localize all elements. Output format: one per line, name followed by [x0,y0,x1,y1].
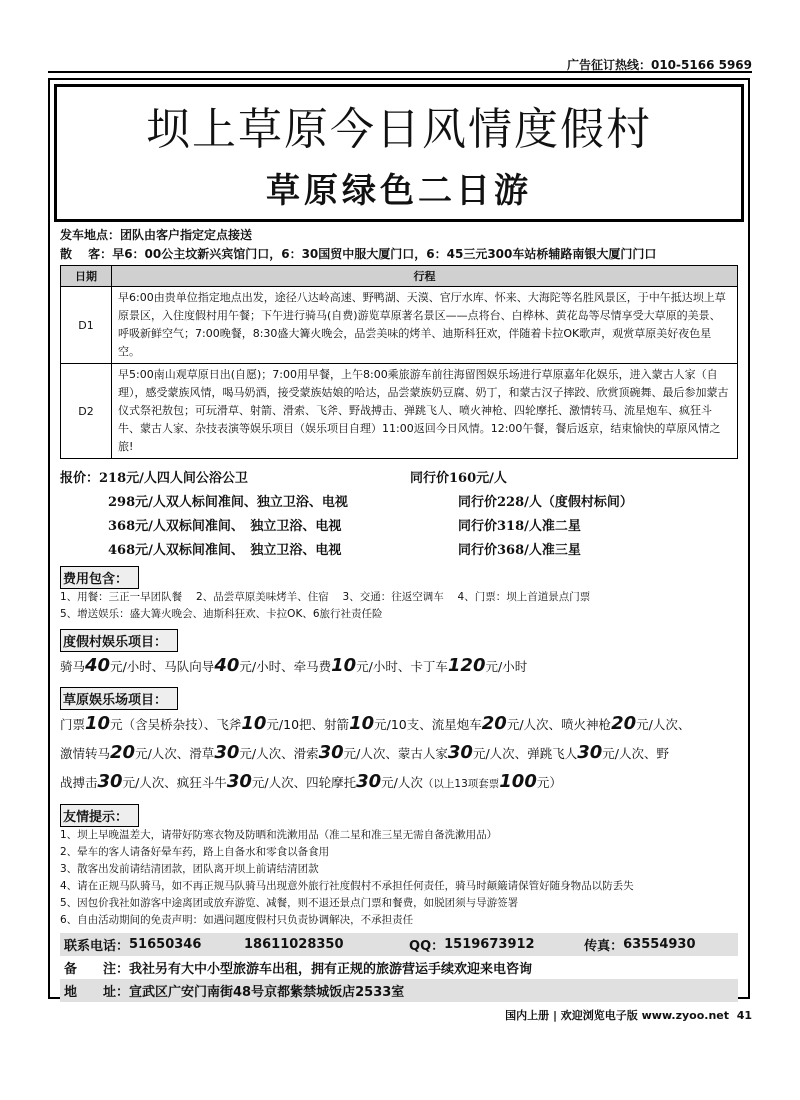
tip-item: 1、坝上早晚温差大，请带好防寒衣物及防晒和洗漱用品（准二星和准三星无需自备洗漱用品） [60,829,498,841]
content [60,224,738,1002]
resort-heading: 度假村娱乐项目： [60,629,178,652]
tip-item: 2、晕车的客人请备好晕车药，路上自备水和零食以备食用 [60,846,330,858]
item-name: 滑草 [189,746,215,761]
page-title: 坝上草原今日风情度假村 [146,104,652,155]
item-unit: 元（含吴桥杂技）、 [110,717,217,732]
item-name: 流星炮车 [431,717,482,732]
itinerary-header-row [61,266,738,287]
fax-label: 传真： [584,939,624,954]
item-price: 20 [611,713,637,734]
item-price: 10 [85,713,111,734]
item-unit: 元/小时、 [356,659,411,674]
item-unit: 元/10把、 [266,717,325,732]
package-price: 100 [499,771,537,792]
ad-hotline: 广告征订热线：010-5166 5969 [566,58,752,72]
page-frame [48,78,750,999]
price-right: 同行价318/人准二星 [458,518,581,534]
price-row [60,464,738,488]
fees-line: 1、用餐：三正一早团队餐 2、品尝草原美味烤羊、住宿 3、交通：往返空调车 4、门票：坝上首道景点门票 [60,591,591,603]
item-price: 30 [577,742,603,763]
item-unit: 元/小时 [485,659,528,674]
tip-item: 3、散客出发前请结清团款，团队离开坝上前请结清团款 [60,863,319,875]
address-value: 宣武区广安门南街48号京都紫禁城饭店2533室 [129,985,405,1000]
item-name: 马队向导 [164,659,215,674]
item-price: 20 [481,713,507,734]
price-row [60,512,738,536]
day-d1-text: 早6:00由贵单位指定地点出发，途径八达岭高速、野鸭湖、天漠、官厅水库、怀来、大海陀等名胜风景区，于中午抵达坝上草原景区，入住度假村用午餐；下午进行骑马(自费)游览草原著名景区——点将台、白桦林、黄花岛等尽情享受大草原的美景、呼吸新鲜空气；7:00晚餐，8:30盛大篝火晚会，品尝美味的烤羊、迪斯科狂欢，伴随着卡拉OK歌声，观赏草原美好夜色星空。 [112,287,738,364]
item-unit: 元/人次、 [472,746,528,761]
item-unit: 元/人次、 [239,746,294,761]
item-price: 30 [97,771,123,792]
item-unit: 元/人次、 [506,717,562,732]
price-row [60,536,738,560]
item-price: 30 [318,742,344,763]
item-unit: 元/10支、 [374,717,432,732]
phone-1: 51650346 [129,937,202,952]
item-name: 骑马 [60,659,86,674]
item-name: 飞斧 [216,717,242,732]
remark-value: 我社另有大中小型旅游车出租，拥有正规的旅游营运手续欢迎来电咨询 [129,962,533,977]
item-price: 40 [85,655,111,676]
item-unit: 元/小时、 [239,659,294,674]
item-unit: 元/人次 [381,775,423,790]
header-route: 行程 [112,266,738,287]
price-label: 报价： [60,470,100,486]
price-right: 同行价160元/人 [410,470,507,486]
item-name: 疯狂斗牛 [176,775,227,790]
item-price: 10 [241,713,267,734]
price-left: 368元/人双标间准间、 独立卫浴、电视 [108,518,342,534]
page-number: 41 [736,1009,752,1022]
price-list [60,464,738,560]
price-left: 468元/人双标间准间、 独立卫浴、电视 [108,542,342,558]
item-name: 卡丁车 [410,659,448,674]
tips-heading: 友情提示： [60,804,139,827]
item-price: 10 [349,713,375,734]
item-price: 40 [214,655,240,676]
itinerary-table [60,265,738,459]
pickup-value: 早6：00公主坟新兴宾馆门口，6：30国贸中服大厦门口，6：45三元300车站桥辅路南银大厦门门口 [112,247,657,261]
tip-item: 6、自由活动期间的免责声明：如遇问题度假村只负责协调解决，不承担责任 [60,914,414,926]
item-name: 弹跳飞人 [527,746,578,761]
day-d1: D1 [61,287,112,364]
price-right: 同行价368/人准三星 [458,542,581,558]
price-right: 同行价228/人（度假村标间） [458,494,633,510]
grassland-line [60,739,738,768]
price-left: 218元/人四人间公浴公卫 [99,470,248,486]
footer-text: 国内上册 | 欢迎浏览电子版 www.zyoo.net [505,1009,730,1022]
resort-items [60,652,738,681]
item-unit: 元/人次、 [636,717,691,732]
fees-heading: 费用包含： [60,566,139,589]
header-box [54,84,744,222]
pickup-label: 散 客： [60,247,113,261]
top-rule [48,71,752,73]
item-unit: 元/人次、 [135,746,190,761]
qq-label: QQ： [409,939,445,954]
item-name: 牵马费 [293,659,332,674]
item-unit: 元/人次、 [251,775,307,790]
fees-line: 5、增送娱乐：盛大篝火晚会、迪斯科狂欢、卡拉OK、6旅行社责任险 [60,608,383,620]
price-left: 298元/人双人标间准间、独立卫浴、电视 [108,494,348,510]
item-name: 喷火神枪 [561,717,612,732]
address-label: 地 址： [64,985,130,1000]
day-d2-text: 早5:00南山观草原日出(自愿)；7:00用早餐，上午8:00乘旅游车前往海留图娱乐场进行草原嘉年化娱乐，进入蒙古人家（自理），感受蒙族风情，喝马奶酒，接受蒙族姑娘的哈达，品尝蒙族奶豆腐、奶丁，和蒙古汉子摔跤、欣赏顶碗舞、最后参加蒙古仪式祭祀敖包；可玩滑草、射箭、滑索、飞斧、野战搏击、弹跳飞人、喷火神枪、四轮摩托、激情转马、流星炮车、疯狂斗牛、蒙古人家、杂技表演等娱乐项目（娱乐项目自理）11:00返回今日风情。12:00午餐，餐后返京，结束愉快的草原风情之旅! [112,364,738,459]
price-row [60,488,738,512]
item-unit: 元/小时、 [110,659,165,674]
item-name: 射箭 [324,717,350,732]
item-price: 30 [226,771,252,792]
remark-line [60,956,738,979]
page-subtitle: 草原绿色二日游 [266,171,532,211]
item-name: 激情转马 [60,746,111,761]
item-name: 门票 [60,717,86,732]
phone-2: 18611028350 [244,937,344,952]
contact-bar [60,933,738,956]
item-price: 30 [214,742,240,763]
header-date: 日期 [61,266,112,287]
grassland-line [60,768,738,798]
grassland-line [60,710,738,739]
item-name: 蒙古人家 [397,746,448,761]
package-post: 元） [536,775,562,790]
address-line [60,979,738,1002]
fax-number: 63554930 [623,937,696,952]
day-d2: D2 [61,364,112,459]
package-pre: （以上13项套票 [422,778,500,790]
phone-label: 联系电话： [64,939,130,954]
item-price: 120 [447,655,486,676]
tip-item: 4、请在正规马队骑马，如不再正规马队骑马出现意外旅行社度假村不承担任何责任，骑马时颠簸请保管好随身物品以防丢失 [60,880,634,892]
footer [505,1007,752,1023]
pickup-line [60,245,738,262]
item-price: 30 [447,742,473,763]
item-name: 战搏击 [60,775,98,790]
departure-line [60,226,738,243]
departure-label: 发车地点： [60,228,121,242]
grassland-heading: 草原娱乐场项目： [60,687,178,710]
item-unit: 元/人次、 [343,746,398,761]
itinerary-row [61,287,738,364]
departure-value: 团队由客户指定定点接送 [120,228,253,242]
item-price: 20 [110,742,136,763]
item-name: 四轮摩托 [306,775,357,790]
item-name: 滑索 [293,746,319,761]
itinerary-row [61,364,738,459]
remark-label: 备 注： [64,962,130,977]
tip-item: 5、因包价我社如游客中途离团或放弃游览、减餐，则不退还景点门票和餐费，如脱团须与导游签署 [60,897,519,909]
qq-number: 1519673912 [444,937,535,952]
item-price: 10 [331,655,357,676]
item-unit: 元/人次、 [122,775,177,790]
item-price: 30 [356,771,382,792]
item-unit: 元/人次、野 [602,746,669,761]
